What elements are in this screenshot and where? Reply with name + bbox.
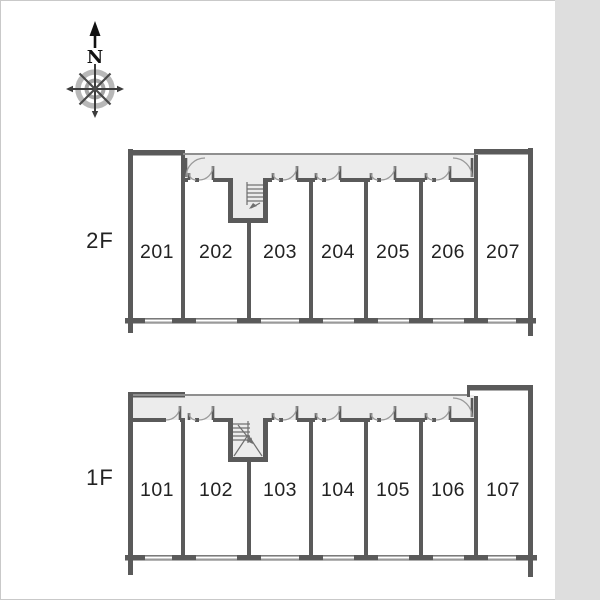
windows-2f — [145, 319, 516, 323]
room-number-label: 107 — [485, 479, 521, 501]
floor-label-2f: 2F — [86, 228, 114, 253]
room-labels-1f — [140, 479, 520, 501]
room-number-label: 102 — [198, 479, 234, 501]
floor-1f — [86, 385, 537, 577]
north-compass — [66, 21, 124, 118]
north-arrow-icon — [90, 21, 101, 48]
room-number-label: 201 — [139, 241, 175, 263]
room-number-label: 104 — [320, 479, 356, 501]
room-number-label: 204 — [320, 241, 356, 263]
room-number-label: 106 — [430, 479, 466, 501]
windows-1f — [145, 556, 516, 560]
room-number-label: 206 — [430, 241, 466, 263]
room-number-label: 103 — [262, 479, 298, 501]
floor-2f — [86, 148, 536, 336]
stairwell-2f — [232, 178, 264, 219]
room-number-label: 203 — [262, 241, 298, 263]
room-number-label: 105 — [375, 479, 411, 501]
room-labels-2f — [140, 241, 520, 263]
compass-rose-icon — [66, 64, 124, 118]
room-number-label: 202 — [198, 241, 234, 263]
north-label: N — [86, 47, 104, 68]
floor-label-1f: 1F — [86, 465, 114, 490]
corridor-1f — [133, 395, 474, 420]
room-number-label: 207 — [485, 241, 521, 263]
corridor-2f — [183, 155, 476, 180]
room-number-label: 205 — [375, 241, 411, 263]
room-number-label: 101 — [139, 479, 175, 501]
